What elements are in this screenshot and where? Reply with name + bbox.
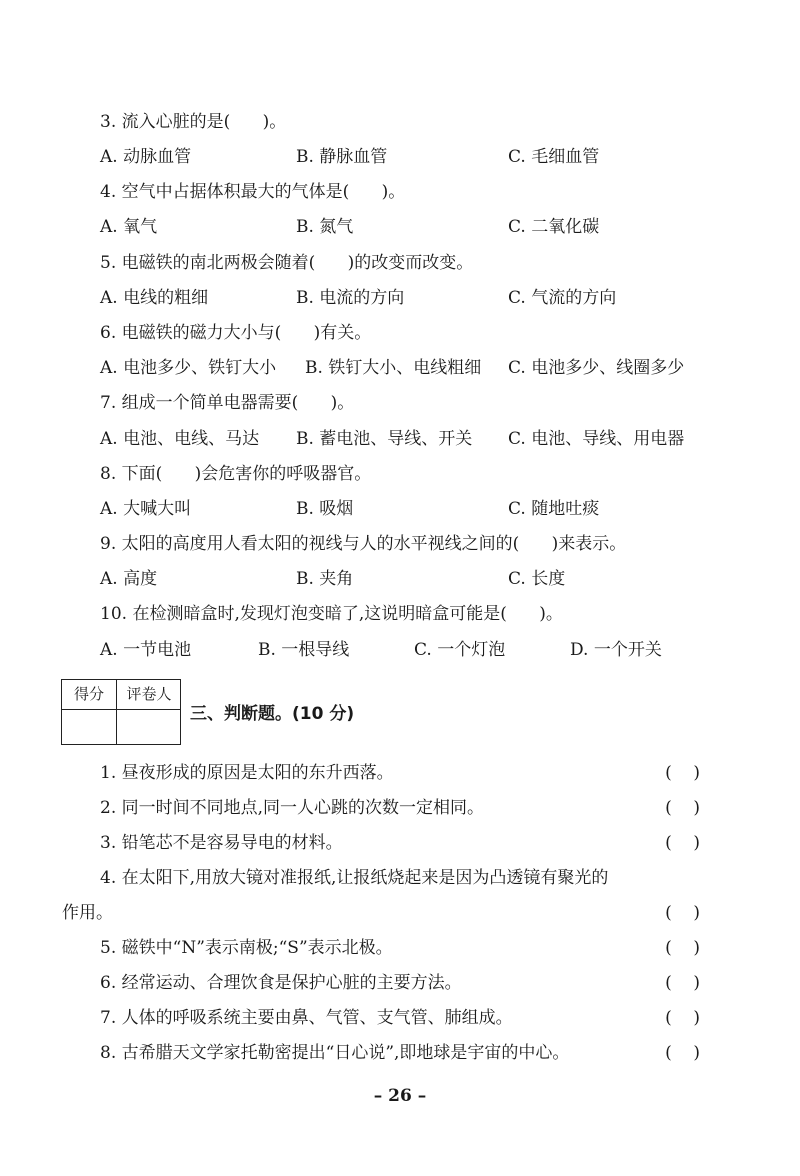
question-9-option-c: C. 长度 [508, 569, 566, 589]
section-three-title: 三、判断题。(10 分) [190, 704, 355, 724]
score-label: 得分 [73, 685, 104, 703]
question-8-option-b: B. 吸烟 [296, 499, 354, 519]
answer-paren-3: ( ) [665, 833, 700, 853]
question-9-stem: 9. 太阳的高度用人看太阳的视线与人的水平视线之间的( )来表示。 [100, 534, 627, 554]
question-7-option-c: C. 电池、导线、用电器 [508, 429, 685, 449]
question-5-option-a: A. 电线的粗细 [100, 288, 209, 308]
question-10-option-a: A. 一节电池 [100, 640, 192, 660]
question-10-option-b: B. 一根导线 [258, 640, 350, 660]
question-3-option-a: A. 动脉血管 [100, 147, 192, 167]
question-5-option-b: B. 电流的方向 [296, 288, 405, 308]
answer-paren-2: ( ) [665, 798, 700, 818]
question-10-option-c: C. 一个灯泡 [414, 640, 506, 660]
judgment-item-6: 6. 经常运动、合理饮食是保护心脏的主要方法。 [100, 973, 462, 993]
judgment-item-3: 3. 铅笔芯不是容易导电的材料。 [100, 833, 343, 853]
question-6-option-a: A. 电池多少、铁钉大小 [100, 358, 277, 378]
question-6-stem: 6. 电磁铁的磁力大小与( )有关。 [100, 323, 372, 343]
question-10-stem: 10. 在检测暗盒时,发现灯泡变暗了,这说明暗盒可能是( )。 [100, 604, 563, 624]
question-5-option-c: C. 气流的方向 [508, 288, 617, 308]
question-3-option-c: C. 毛细血管 [508, 147, 600, 167]
score-table [61, 679, 181, 745]
question-8-option-a: A. 大喊大叫 [100, 499, 192, 519]
answer-paren-5: ( ) [665, 938, 700, 958]
question-8-option-c: C. 随地吐痰 [508, 499, 600, 519]
question-3-stem: 3. 流入心脏的是( )。 [100, 112, 287, 132]
question-5-stem: 5. 电磁铁的南北两极会随着( )的改变而改变。 [100, 253, 474, 273]
judgment-item-1: 1. 昼夜形成的原因是太阳的东升西落。 [100, 763, 394, 783]
question-6-option-c: C. 电池多少、线圈多少 [508, 358, 685, 378]
answer-paren-1: ( ) [665, 763, 700, 783]
judgment-item-5: 5. 磁铁中“N”表示南极;“S”表示北极。 [100, 938, 393, 958]
question-4-option-b: B. 氮气 [296, 217, 354, 237]
reviewer-label: 评卷人 [126, 685, 172, 703]
question-7-option-b: B. 蓄电池、导线、开关 [296, 429, 473, 449]
table-divider-horizontal [62, 709, 180, 710]
answer-paren-7: ( ) [665, 1008, 700, 1028]
question-10-option-d: D. 一个开关 [570, 640, 662, 660]
judgment-item-8: 8. 古希腊天文学家托勒密提出“日心说”,即地球是宇宙的中心。 [100, 1043, 570, 1063]
question-4-option-a: A. 氧气 [100, 217, 158, 237]
question-7-option-a: A. 电池、电线、马达 [100, 429, 260, 449]
question-3-option-b: B. 静脉血管 [296, 147, 388, 167]
answer-paren-4: ( ) [665, 903, 700, 923]
question-9-option-b: B. 夹角 [296, 569, 354, 589]
judgment-item-2: 2. 同一时间不同地点,同一人心跳的次数一定相同。 [100, 798, 485, 818]
question-4-option-c: C. 二氧化碳 [508, 217, 600, 237]
page-number: – 26 – [373, 1086, 427, 1106]
judgment-item-4-continued: 作用。 [62, 903, 113, 923]
judgment-item-4: 4. 在太阳下,用放大镜对准报纸,让报纸烧起来是因为凸透镜有聚光的 [100, 868, 609, 888]
judgment-item-7: 7. 人体的呼吸系统主要由鼻、气管、支气管、肺组成。 [100, 1008, 513, 1028]
question-7-stem: 7. 组成一个简单电器需要( )。 [100, 393, 355, 413]
answer-paren-8: ( ) [665, 1043, 700, 1063]
question-8-stem: 8. 下面( )会危害你的呼吸器官。 [100, 464, 372, 484]
question-9-option-a: A. 高度 [100, 569, 158, 589]
question-6-option-b: B. 铁钉大小、电线粗细 [305, 358, 482, 378]
answer-paren-6: ( ) [665, 973, 700, 993]
question-4-stem: 4. 空气中占据体积最大的气体是( )。 [100, 182, 406, 202]
